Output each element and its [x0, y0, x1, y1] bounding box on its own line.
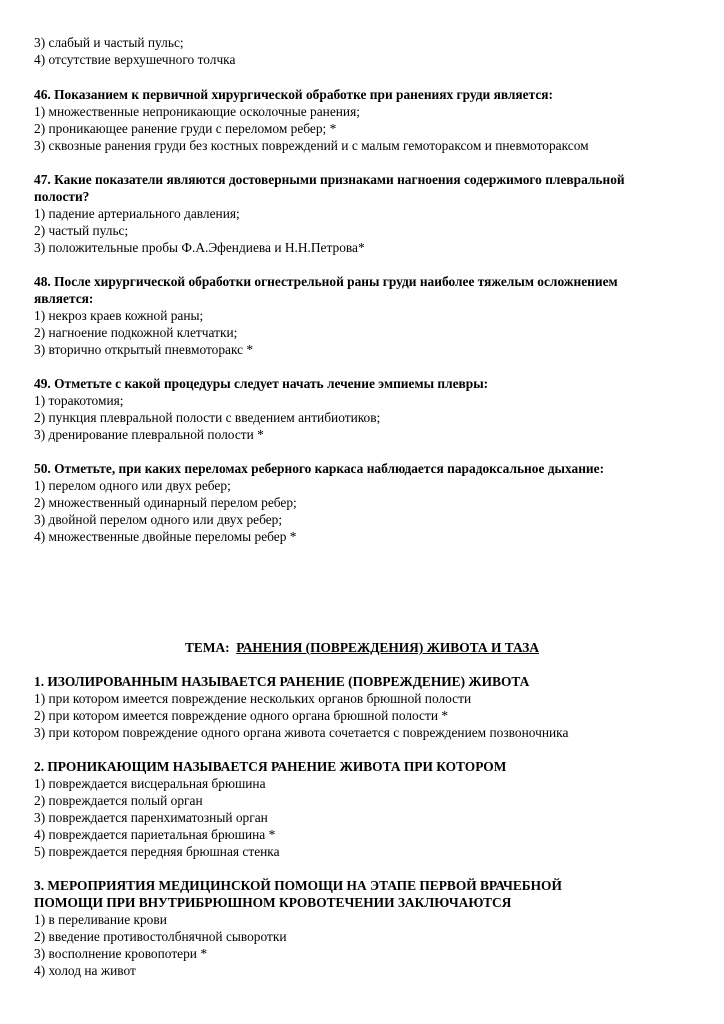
topic-prefix: ТЕМА: — [184, 640, 230, 655]
question-heading: полости? — [34, 189, 90, 204]
answer-line: 4) множественные двойные переломы ребер * — [34, 529, 297, 544]
question-heading: 47. Какие показатели являются достоверными признаками нагноения содержимого плевральной — [34, 172, 625, 187]
topic-heading — [0, 640, 724, 657]
question-heading: ПОМОЩИ ПРИ ВНУТРИБРЮШНОМ КРОВОТЕЧЕНИИ ЗАКЛЮЧАЮТСЯ — [34, 895, 512, 910]
question-heading: 2. ПРОНИКАЮЩИМ НАЗЫВАЕТСЯ РАНЕНИЕ ЖИВОТА ПРИ КОТОРОМ — [34, 759, 507, 774]
answer-line: 1) в переливание крови — [34, 912, 167, 927]
answer-line: 1) перелом одного или двух ребер; — [34, 478, 231, 493]
answer-line: 2) частый пульс; — [34, 223, 129, 238]
question-heading: 49. Отметьте с какой процедуры следует начать лечение эмпиемы плевры: — [34, 376, 489, 391]
answer-line: 1) торакотомия; — [34, 393, 124, 408]
answer-line: 3) вторично открытый пневмоторакс * — [34, 342, 254, 357]
question-heading: является: — [34, 291, 94, 306]
answer-line: 5) повреждается передняя брюшная стенка — [34, 844, 280, 859]
answer-line: 3) повреждается паренхиматозный орган — [34, 810, 268, 825]
answer-line: 2) множественный одинарный перелом ребер; — [34, 495, 297, 510]
question-heading: 46. Показанием к первичной хирургической обработке при ранениях груди является: — [34, 87, 553, 102]
answer-line: 3) восполнение кровопотери * — [34, 946, 208, 961]
answer-line: 2) повреждается полый орган — [34, 793, 203, 808]
answer-line: 1) некроз краев кожной раны; — [34, 308, 204, 323]
answer-line: 2) нагноение подкожной клетчатки; — [34, 325, 238, 340]
answer-line: 3) положительные пробы Ф.А.Эфендиева и Н.Н.Петрова* — [34, 240, 365, 255]
answer-line: 2) введение противостолбнячной сыворотки — [34, 929, 287, 944]
answer-line: 3) двойной перелом одного или двух ребер; — [34, 512, 283, 527]
question-heading: 3. МЕРОПРИЯТИЯ МЕДИЦИНСКОЙ ПОМОЩИ НА ЭТАПЕ ПЕРВОЙ ВРАЧЕБНОЙ — [34, 878, 562, 893]
answer-line: 4) холод на живот — [34, 963, 136, 978]
answer-line: 3) сквозные ранения груди без костных повреждений и с малым гемотораксом и пневмотораксом — [34, 138, 589, 153]
answer-line: 4) отсутствие верхушечного толчка — [34, 52, 236, 67]
question-heading: 50. Отметьте, при каких переломах реберного каркаса наблюдается парадоксальное дыхание: — [34, 461, 605, 476]
answer-line: 1) повреждается висцеральная брюшина — [34, 776, 266, 791]
answer-line: 1) падение артериального давления; — [34, 206, 240, 221]
answer-line: 4) повреждается париетальная брюшина * — [34, 827, 276, 842]
answer-line: 2) пункция плевральной полости с введением антибиотиков; — [34, 410, 381, 425]
answer-line: 1) множественные непроникающие осколочные ранения; — [34, 104, 360, 119]
answer-line: 3) дренирование плевральной полости * — [34, 427, 264, 442]
answer-line: 2) проникающее ранение груди с переломом ребер; * — [34, 121, 337, 136]
answer-line: 3) слабый и частый пульс; — [34, 35, 184, 50]
question-heading: 1. ИЗОЛИРОВАННЫМ НАЗЫВАЕТСЯ РАНЕНИЕ (ПОВРЕЖДЕНИЕ) ЖИВОТА — [34, 674, 530, 689]
answer-line: 1) при котором имеется повреждение нескольких органов брюшной полости — [34, 691, 472, 706]
question-heading: 48. После хирургической обработки огнестрельной раны груди наиболее тяжелым осложнением — [34, 274, 618, 289]
answer-line: 2) при котором имеется повреждение одного органа брюшной полости * — [34, 708, 449, 723]
topic-title: РАНЕНИЯ (ПОВРЕЖДЕНИЯ) ЖИВОТА И ТАЗА — [236, 640, 540, 655]
answer-line: 3) при котором повреждение одного органа живота сочетается с повреждением позвоночника — [34, 725, 569, 740]
